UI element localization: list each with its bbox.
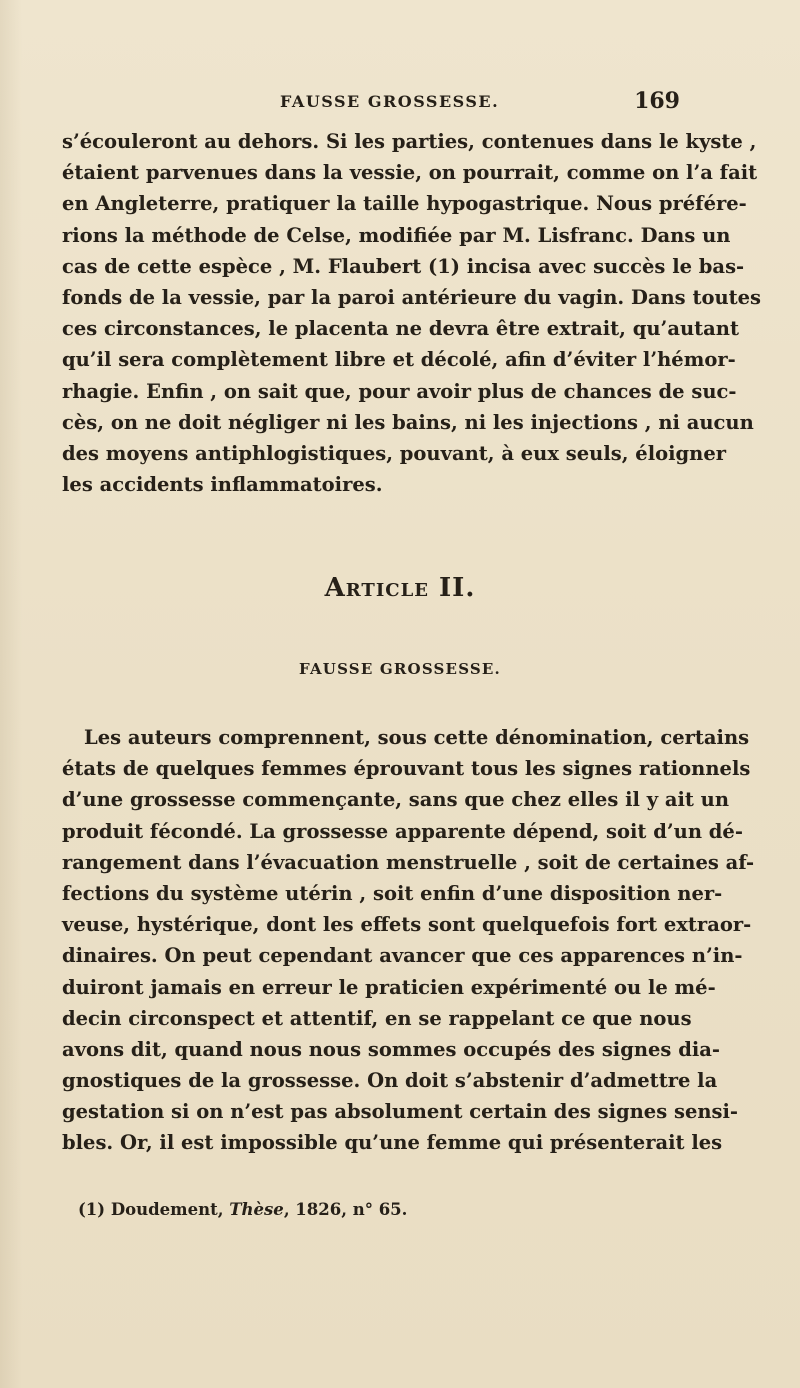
running-title: FAUSSE GROSSESSE. xyxy=(280,92,500,111)
paragraph-1 xyxy=(62,126,762,500)
text-line: Les auteurs comprennent, sous cette dénomination, certains xyxy=(84,726,750,749)
text-line: d’une grossesse commençante, sans que chez elles il y ait un xyxy=(62,788,730,812)
text-line: fections du système utérin , soit enfin d’une disposition ner- xyxy=(62,881,723,905)
text-line: en Angleterre, pratiquer la taille hypogastrique. Nous préfére- xyxy=(62,192,747,216)
text-line: cas de cette espèce , M. Flaubert (1) incisa avec succès le bas- xyxy=(62,254,745,278)
text-line: les accidents inflammatoires. xyxy=(62,473,383,497)
text-line: cès, on ne doit négliger ni les bains, ni les injections , ni aucun xyxy=(62,410,754,434)
text-line: duiront jamais en erreur le praticien expérimenté ou le mé- xyxy=(62,975,716,999)
text-line: qu’il sera complètement libre et décolé, afin d’éviter l’hémor- xyxy=(62,348,736,372)
text-line: gnostiques de la grossesse. On doit s’abstenir d’admettre la xyxy=(62,1069,718,1093)
text-line: bles. Or, il est impossible qu’une femme qui présenterait les xyxy=(62,1131,723,1155)
text-line: rhagie. Enfin , on sait que, pour avoir plus de chances de suc- xyxy=(62,379,737,403)
text-line: gestation si on n’est pas absolument certain des signes sensi- xyxy=(62,1100,739,1124)
text-line: rangement dans l’évacuation menstruelle , soit de certaines af- xyxy=(62,850,755,874)
text-line: rions la méthode de Celse, modifiée par M. Lisfranc. Dans un xyxy=(62,223,731,247)
section-subheading: FAUSSE GROSSESSE. xyxy=(299,660,501,678)
text-line: étaient parvenues dans la vessie, on pourrait, comme on l’a fait xyxy=(62,161,758,185)
running-head xyxy=(0,88,800,122)
text-line: s’écouleront au dehors. Si les parties, contenues dans le kyste , xyxy=(62,130,757,153)
text-line: dinaires. On peut cependant avancer que ces apparences n’in- xyxy=(62,944,743,968)
footnote xyxy=(78,1200,407,1219)
text-line: avons dit, quand nous nous sommes occupés des signes dia- xyxy=(62,1037,720,1061)
text-line: ces circonstances, le placenta ne devra être extrait, qu’autant xyxy=(62,317,739,341)
text-line: fonds de la vessie, par la paroi antérieure du vagin. Dans toutes xyxy=(62,285,762,309)
footnote-suffix: , 1826, n° 65. xyxy=(283,1200,408,1219)
text-line: produit fécondé. La grossesse apparente dépend, soit d’un dé- xyxy=(62,819,743,843)
page-number: 169 xyxy=(634,88,680,114)
text-line: decin circonspect et attentif, en se rappelant ce que nous xyxy=(62,1006,692,1030)
paragraph-2 xyxy=(62,722,755,1159)
text-line: des moyens antiphlogistiques, pouvant, à eux seuls, éloigner xyxy=(62,441,727,465)
article-heading: Article II. xyxy=(324,573,476,603)
text-line: états de quelques femmes éprouvant tous les signes rationnels xyxy=(62,757,751,781)
footnote-prefix: (1) Doudement, xyxy=(78,1200,230,1219)
text-line: veuse, hystérique, dont les effets sont quelquefois fort extraor- xyxy=(62,913,752,937)
footnote-title: Thèse xyxy=(229,1200,284,1219)
